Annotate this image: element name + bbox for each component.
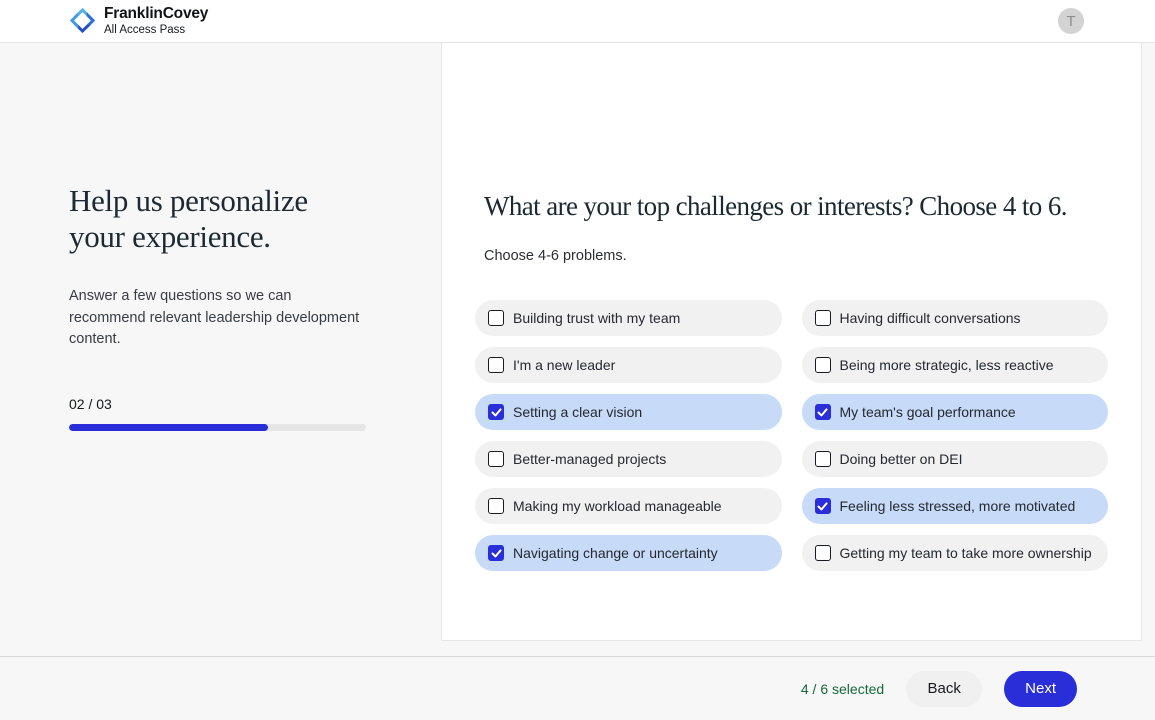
- brand-text: [104, 6, 208, 35]
- option-label: Building trust with my team: [513, 310, 681, 326]
- option-label: My team's goal performance: [839, 404, 1016, 420]
- brand-name: FranklinCovey: [104, 5, 209, 23]
- option-label: Navigating change or uncertainty: [513, 545, 718, 561]
- checkbox-unchecked-icon[interactable]: [488, 357, 504, 373]
- franklincovey-diamond-icon: [69, 7, 96, 34]
- user-avatar[interactable]: T: [1058, 8, 1084, 34]
- option-label: Being more strategic, less reactive: [839, 357, 1054, 373]
- brand-logo: [69, 6, 208, 35]
- options-grid: [475, 300, 1108, 571]
- option-pill[interactable]: [475, 535, 782, 571]
- next-button[interactable]: Next: [1004, 671, 1077, 707]
- bottom-bar: [0, 656, 1155, 720]
- option-pill[interactable]: [475, 488, 782, 524]
- question-card: [441, 43, 1142, 641]
- checkbox-unchecked-icon[interactable]: [815, 545, 831, 561]
- checkbox-unchecked-icon[interactable]: [488, 451, 504, 467]
- checkbox-unchecked-icon[interactable]: [815, 310, 831, 326]
- intro-sidebar: [0, 43, 441, 656]
- option-pill[interactable]: [475, 347, 782, 383]
- option-pill[interactable]: [475, 300, 782, 336]
- checkbox-unchecked-icon[interactable]: [815, 451, 831, 467]
- checkbox-unchecked-icon[interactable]: [488, 498, 504, 514]
- checkbox-checked-icon[interactable]: [815, 498, 831, 514]
- option-label: Setting a clear vision: [513, 404, 643, 420]
- option-label: Getting my team to take more ownership: [839, 545, 1092, 561]
- question-subtitle: Choose 4-6 problems.: [484, 248, 627, 264]
- option-pill[interactable]: [802, 441, 1109, 477]
- content-area: [0, 43, 1155, 656]
- checkbox-checked-icon[interactable]: [488, 404, 504, 420]
- checkbox-checked-icon[interactable]: [815, 404, 831, 420]
- option-label: Making my workload manageable: [513, 498, 722, 514]
- option-pill[interactable]: [802, 535, 1109, 571]
- step-indicator: 02 / 03: [69, 395, 112, 412]
- question-title: What are your top challenges or interests? Choose 4 to 6.: [484, 191, 1067, 221]
- option-pill[interactable]: [802, 347, 1109, 383]
- checkbox-unchecked-icon[interactable]: [488, 310, 504, 326]
- option-label: I'm a new leader: [513, 357, 616, 373]
- brand-subtitle: All Access Pass: [104, 23, 186, 36]
- option-label: Doing better on DEI: [839, 451, 963, 467]
- option-pill[interactable]: [802, 300, 1109, 336]
- checkbox-checked-icon[interactable]: [488, 545, 504, 561]
- option-pill[interactable]: [475, 394, 782, 430]
- option-pill[interactable]: [802, 488, 1109, 524]
- sidebar-title: Help us personalize your experience.: [69, 183, 308, 254]
- option-pill[interactable]: [802, 394, 1109, 430]
- option-pill[interactable]: [475, 441, 782, 477]
- options-column-right: [802, 300, 1109, 571]
- sidebar-description: Answer a few questions so we can recommend relevant leadership development content.: [69, 288, 360, 347]
- progress-bar-fill: [69, 424, 268, 431]
- selected-count: 4 / 6 selected: [800, 680, 885, 697]
- options-column-left: [475, 300, 782, 571]
- option-label: Feeling less stressed, more motivated: [839, 498, 1076, 514]
- back-button[interactable]: Back: [906, 671, 982, 707]
- option-label: Better-managed projects: [513, 451, 667, 467]
- top-bar: [0, 0, 1155, 43]
- option-label: Having difficult conversations: [839, 310, 1021, 326]
- progress-bar: [69, 424, 366, 431]
- checkbox-unchecked-icon[interactable]: [815, 357, 831, 373]
